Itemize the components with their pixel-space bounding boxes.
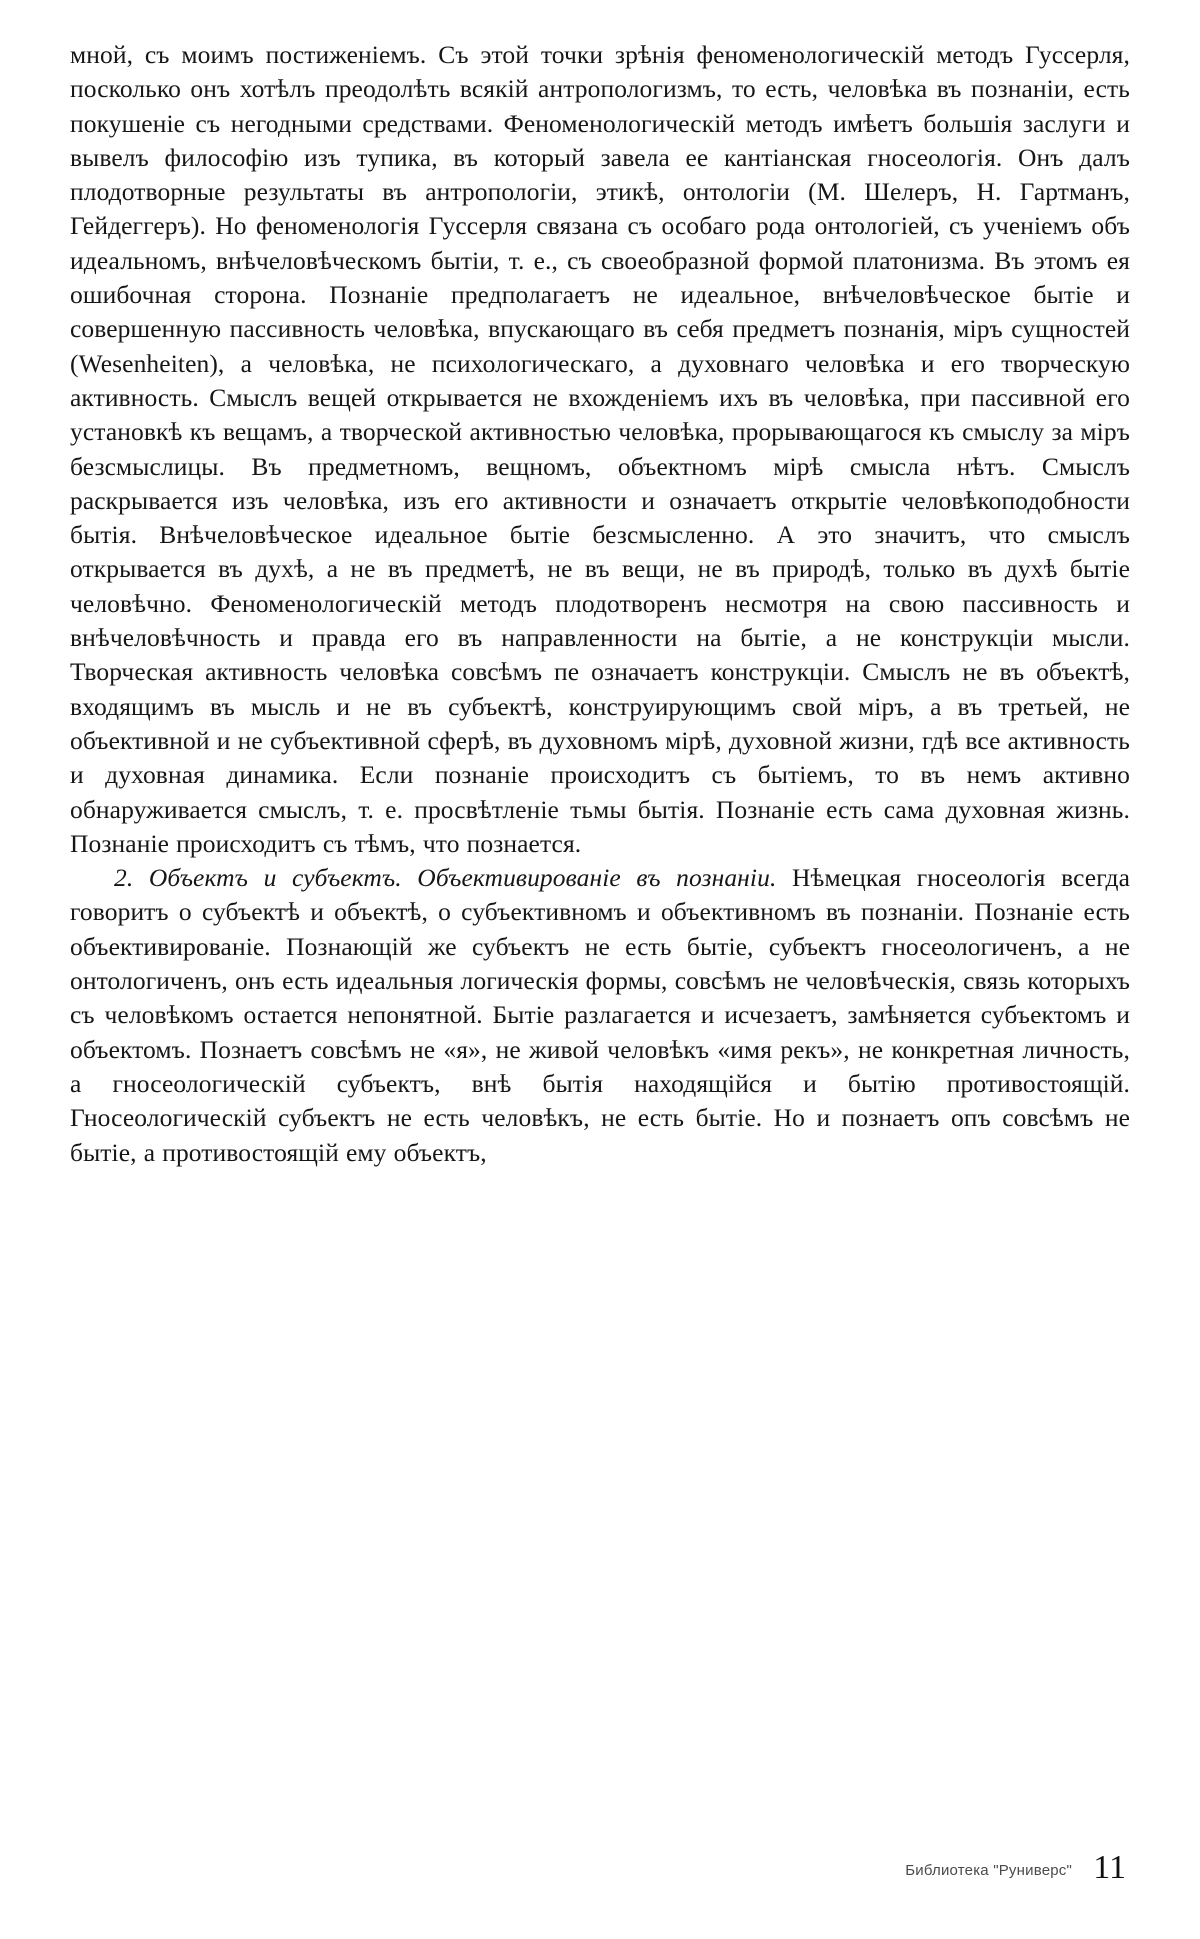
page-number: 11 xyxy=(1093,1849,1126,1886)
page-footer xyxy=(0,1847,1200,1887)
library-stamp: Библиотека "Руниверс" xyxy=(905,1862,1072,1879)
section-heading: 2. Объектъ и субъектъ. Объективированіе въ познаніи. xyxy=(114,863,777,893)
paragraph-2-text: Нѣмецкая гносеологія всегда говоритъ о субъектѣ и объектѣ, о субъективномъ и объективномъ въ познаніи. Познаніе есть объективированіе. Познающій же субъектъ не есть бытіе, субъектъ гносеологиченъ, а не онтологиченъ, онъ есть идеальныя логическія формы, совсѣмъ не человѣческія, связь которыхъ съ человѣкомъ остается непонятной. Бытіе разлагается и исчезаетъ, замѣняется субъектомъ и объектомъ. Познаетъ совсѣмъ не «я», не живой человѣкъ «имя рекъ», не конкретная личность, а гносеологическій субъектъ, внѣ бытія находящійся и бытію противостоящій. Гносеологическій субъектъ не есть человѣкъ, не есть бытіе. Но и познаетъ опъ совсѣмъ не бытіе, а противостоящій ему объектъ, xyxy=(70,863,1130,1167)
page-body xyxy=(70,38,1130,1170)
paragraph-1: мной, съ моимъ постиженіемъ. Съ этой точки зрѣнія феноменологическій методъ Гуссерля, посколько онъ хотѣлъ преодолѣть всякій антропологизмъ, то есть, человѣка въ познаніи, есть покушеніе съ негодными средствами. Феноменологическій методъ имѣетъ большія заслуги и вывелъ философію изъ тупика, въ который завела ее кантіанская гносеологія. Онъ далъ плодотворные результаты въ антропологіи, этикѣ, онтологіи (М. Шелеръ, Н. Гартманъ, Гейдеггеръ). Но феноменологія Гуссерля связана съ особаго рода онтологіей, съ ученіемъ объ идеальномъ, внѣчеловѣческомъ бытіи, т. е., съ своеобразной формой платонизма. Въ этомъ ея ошибочная сторона. Познаніе предполагаетъ не идеальное, внѣчеловѣческое бытіе и совершенную пассивность человѣка, впускающаго въ себя предметъ познанія, міръ сущностей (Wesenheiten), а человѣка, не психологическаго, а духовнаго человѣка и его творческую активность. Смыслъ вещей открывается не вхожденіемъ ихъ въ человѣка, при пассивной его установкѣ къ вещамъ, а творческой активностью человѣка, прорывающагося къ смыслу за міръ безсмыслицы. Въ предметномъ, вещномъ, объектномъ мірѣ смысла нѣтъ. Смыслъ раскрывается изъ человѣка, изъ его активности и означаетъ открытіе человѣкоподобности бытія. Внѣчеловѣческое идеальное бытіе безсмысленно. А это значитъ, что смыслъ открывается въ духѣ, а не въ предметѣ, не въ вещи, не въ природѣ, только въ духѣ бытіе человѣчно. Феноменологическій методъ плодотворенъ несмотря на свою пассивность и внѣчеловѣчность и правда его въ направленности на бытіе, а не конструкціи мысли. Творческая активность человѣка совсѣмъ пе означаетъ конструкціи. Смыслъ не въ объектѣ, входящимъ въ мысль и не въ субъектѣ, конструирующимъ свой міръ, а въ третьей, не объективной и не субъективной сферѣ, въ духовномъ мірѣ, духовной жизни, гдѣ все активность и духовная динамика. Если познаніе происходитъ съ бытіемъ, то въ немъ активно обнаруживается смыслъ, т. е. просвѣтленіе тьмы бытія. Познаніе есть сама духовная жизнь. Познаніе происходитъ съ тѣмъ, что познается. xyxy=(70,40,1130,858)
paragraph-2 xyxy=(70,861,1130,1170)
